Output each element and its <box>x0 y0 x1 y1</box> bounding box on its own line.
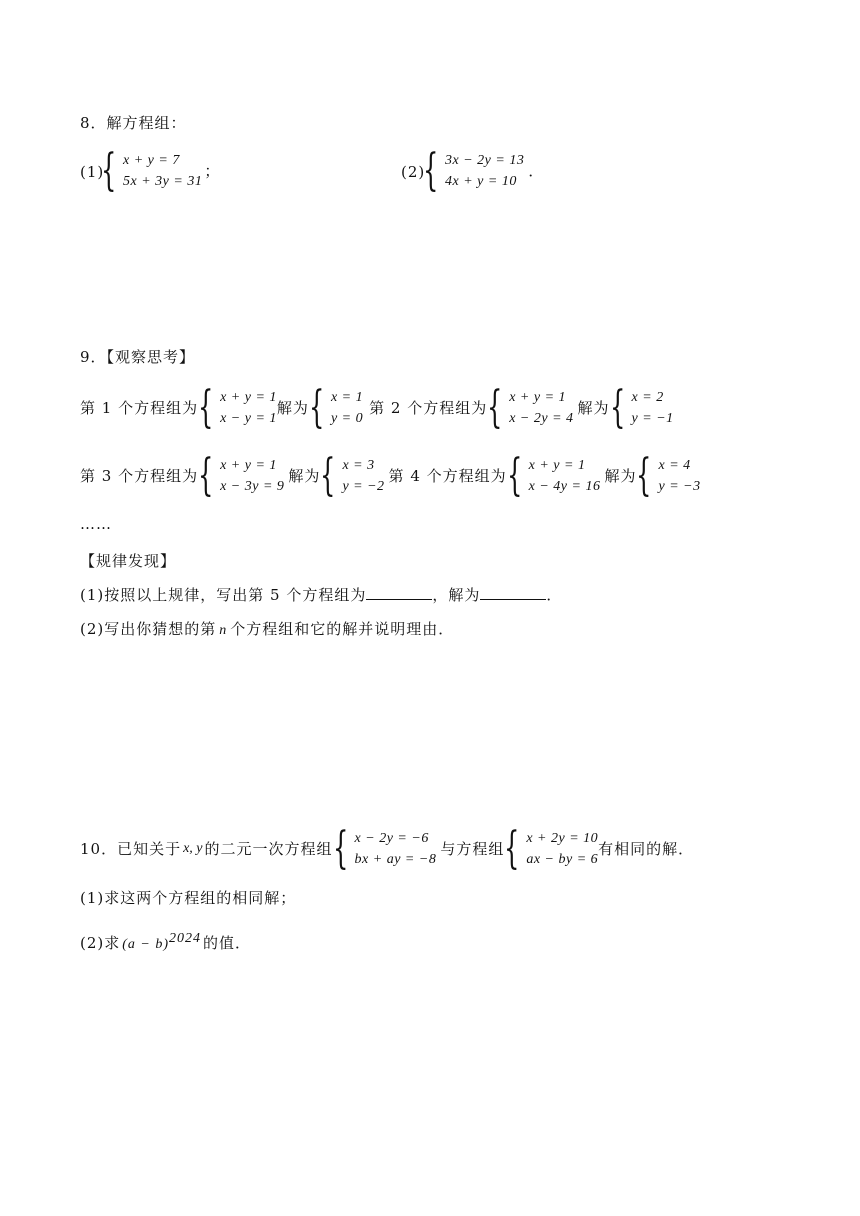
solution: y = 0 <box>330 411 364 426</box>
brace-icon: { <box>308 382 325 433</box>
punctuation: ； <box>204 162 221 180</box>
brace-icon: { <box>506 450 523 501</box>
equation: 3x − 2y = 13 <box>445 153 525 168</box>
solution: y = −3 <box>658 479 701 494</box>
brace-icon: { <box>198 382 214 433</box>
q9-part1-text2: ，解为 <box>432 586 481 604</box>
q8-part2-system <box>423 145 545 196</box>
punctuation: ． <box>528 162 545 180</box>
system-prefix: 第 3 个方程组为 <box>80 467 199 485</box>
solution-label: 解为 <box>276 399 309 417</box>
punctuation: ． <box>546 586 563 604</box>
q9-row2 <box>80 450 701 501</box>
brace-icon: { <box>609 382 625 433</box>
q10-stem <box>80 823 695 874</box>
q10-part2 <box>80 929 251 955</box>
equation: x + y = 1 <box>220 390 277 405</box>
q10-part2-text: (2)求 <box>80 934 121 952</box>
q9-part1-text: (1)按照以上规律，写出第 5 个方程组为 <box>80 586 367 604</box>
equation: ax − by = 6 <box>526 852 599 867</box>
brace-icon: { <box>423 145 439 196</box>
q8-title: 8．解方程组： <box>80 114 187 132</box>
q10-exponent: 2024 <box>169 931 202 946</box>
q9-rule-title: 【规律发现】 <box>80 552 177 570</box>
brace-icon: { <box>504 823 520 874</box>
answer-blank[interactable] <box>480 585 546 600</box>
brace-icon: { <box>636 450 652 501</box>
solution-label: 解为 <box>604 467 637 485</box>
solution: y = −1 <box>631 411 674 426</box>
q8-part1-system <box>101 145 221 196</box>
equation: bx + ay = −8 <box>354 852 437 867</box>
variable-n: n <box>219 623 228 638</box>
q9-part1 <box>80 585 562 605</box>
q10-prefix: 10．已知关于 <box>80 840 182 858</box>
system-prefix: 第 4 个方程组为 <box>388 467 507 485</box>
q10-mid1: 的二元一次方程组 <box>204 840 333 858</box>
system-prefix: 第 2 个方程组为 <box>369 399 488 417</box>
equation: x − 2y = −6 <box>354 831 429 846</box>
q10-mid2: 与方程组 <box>440 840 505 858</box>
q9-title: 9．【观察思考】 <box>80 348 196 366</box>
brace-icon: { <box>487 382 503 433</box>
equation: x − 3y = 9 <box>220 479 285 494</box>
q9-part2-text: (2)写出你猜想的第 <box>80 620 217 638</box>
q9-part2-text2: 个方程组和它的解并说明理由． <box>230 620 455 638</box>
q10-vars: x, y <box>183 841 203 856</box>
equation: x + y = 7 <box>123 153 180 168</box>
solution: x = 4 <box>658 458 691 473</box>
equation: x + y = 1 <box>528 458 586 473</box>
q8-part1-label: (1) <box>80 163 105 181</box>
solution-label: 解为 <box>288 467 321 485</box>
answer-blank[interactable] <box>366 585 432 600</box>
q9-part2 <box>80 619 454 641</box>
q10-expr: (a − b) <box>122 937 170 952</box>
solution: x = 1 <box>330 390 364 405</box>
equation: x − 4y = 16 <box>528 479 601 494</box>
q9-row1 <box>80 382 674 433</box>
equation: x + 2y = 10 <box>526 831 599 846</box>
brace-icon: { <box>320 450 336 501</box>
brace-icon: { <box>198 450 214 501</box>
equation: 5x + 3y = 31 <box>123 174 203 189</box>
q10-part1: (1)求这两个方程组的相同解； <box>80 889 297 907</box>
brace-icon: { <box>101 145 117 196</box>
solution: x = 2 <box>631 390 664 405</box>
q10-end: 有相同的解． <box>598 840 695 858</box>
system-prefix: 第 1 个方程组为 <box>80 399 199 417</box>
solution: y = −2 <box>342 479 385 494</box>
solution: x = 3 <box>342 458 375 473</box>
equation: 4x + y = 10 <box>445 174 517 189</box>
q10-part2-text2: 的值． <box>203 934 252 952</box>
q9-ellipsis: …… <box>80 515 112 533</box>
brace-icon: { <box>332 823 348 874</box>
q8-part2-label: (2) <box>401 163 426 181</box>
equation: x − 2y = 4 <box>509 411 574 426</box>
equation: x + y = 1 <box>220 458 277 473</box>
solution-label: 解为 <box>577 399 610 417</box>
equation: x + y = 1 <box>509 390 567 405</box>
equation: x − y = 1 <box>220 411 277 426</box>
